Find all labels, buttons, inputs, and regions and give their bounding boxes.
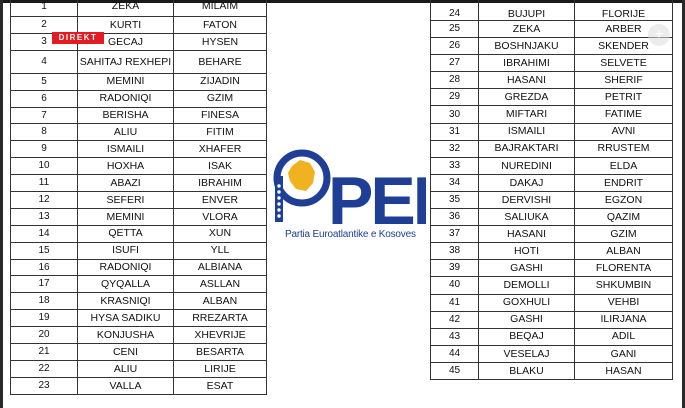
logo-letters: PE: [328, 163, 413, 239]
surname-cell: ISMAILI: [479, 123, 575, 140]
given-name-cell: SHERIF: [575, 72, 673, 89]
given-name-cell: SHKUMBIN: [575, 277, 673, 294]
given-name-cell: EGZON: [575, 191, 673, 208]
row-number: 33: [431, 157, 479, 174]
given-name-cell: VEHBI: [575, 294, 673, 311]
given-name-cell: XHEVRIJE: [174, 327, 267, 344]
table-row: [431, 209, 673, 226]
given-name-cell: ASLLAN: [174, 276, 267, 293]
given-name-cell: HYSEN: [174, 33, 267, 50]
given-name-cell: FATIME: [575, 106, 673, 123]
given-name-cell: ALBAN: [575, 243, 673, 260]
given-name-cell: PETRIT: [575, 89, 673, 106]
row-number: 18: [11, 293, 78, 310]
row-number: 36: [431, 209, 479, 226]
given-name-cell: GZIM: [575, 226, 673, 243]
given-name-cell: FLORIJE: [575, 0, 673, 21]
surname-cell: DAKAJ: [479, 174, 575, 191]
surname-cell: GOXHULI: [479, 294, 575, 311]
live-broadcast-badge: DIREKT: [52, 32, 104, 44]
table-row: [431, 191, 673, 208]
given-name-cell: VLORA: [174, 208, 267, 225]
table-row: [11, 17, 267, 34]
row-number: 35: [431, 191, 479, 208]
table-row: [431, 260, 673, 277]
surname-cell: ABAZI: [78, 175, 174, 192]
surname-cell: ISMAILI: [78, 141, 174, 158]
table-row: [431, 0, 673, 21]
row-number: 12: [11, 192, 78, 209]
table-row: [431, 140, 673, 157]
row-number: 31: [431, 123, 479, 140]
table-row: [431, 72, 673, 89]
left-frame-border: [0, 0, 3, 408]
surname-cell: HOTI: [479, 243, 575, 260]
row-number: 25: [431, 21, 479, 38]
given-name-cell: SKENDER: [575, 38, 673, 55]
given-name-cell: ALBAN: [174, 293, 267, 310]
given-name-cell: XHAFER: [174, 141, 267, 158]
table-row: [431, 21, 673, 38]
row-number: 24: [431, 0, 479, 21]
table-row: [11, 90, 267, 107]
row-number: 9: [11, 141, 78, 158]
table-row: [11, 242, 267, 259]
table-row: [11, 73, 267, 90]
plus-icon: +: [648, 24, 670, 46]
row-number: 45: [431, 362, 479, 379]
table-row: [11, 50, 267, 73]
row-number: 28: [431, 72, 479, 89]
surname-cell: NUREDINI: [479, 157, 575, 174]
row-number: 8: [11, 124, 78, 141]
row-number: 2: [11, 17, 78, 34]
row-number: 26: [431, 38, 479, 55]
given-name-cell: FITIM: [174, 124, 267, 141]
candidate-list-left: [10, 0, 267, 395]
table-row: [431, 89, 673, 106]
given-name-cell: LIRIJE: [174, 360, 267, 377]
surname-cell: GREZDA: [479, 89, 575, 106]
surname-cell: HASANI: [479, 226, 575, 243]
row-number: 19: [11, 310, 78, 327]
surname-cell: MEMINI: [78, 73, 174, 90]
table-row: [431, 328, 673, 345]
given-name-cell: ENDRIT: [575, 174, 673, 191]
given-name-cell: ARBER: [575, 21, 673, 38]
row-number: 44: [431, 345, 479, 362]
given-name-cell: ESAT: [174, 377, 267, 394]
surname-cell: KURTI: [78, 17, 174, 34]
row-number: 38: [431, 243, 479, 260]
table-row: [431, 294, 673, 311]
surname-cell: GASHI: [479, 260, 575, 277]
table-row: [11, 259, 267, 276]
row-number: 22: [11, 360, 78, 377]
surname-cell: ZEKA: [78, 0, 174, 17]
row-number: 4: [11, 50, 78, 73]
logo-tagline: Partia Euroatlantike e Kosoves: [285, 229, 416, 240]
surname-cell: HOXHA: [78, 158, 174, 175]
table-row: [11, 327, 267, 344]
row-number: 13: [11, 208, 78, 225]
surname-cell: RADONIQI: [78, 259, 174, 276]
surname-cell: QETTA: [78, 225, 174, 242]
surname-cell: VESELAJ: [479, 345, 575, 362]
surname-cell: SALIUKA: [479, 209, 575, 226]
surname-cell: MEMINI: [78, 208, 174, 225]
table-row: [11, 208, 267, 225]
table-row: [431, 55, 673, 72]
table-row: [11, 344, 267, 361]
surname-cell: VALLA: [78, 377, 174, 394]
table-row: [11, 33, 267, 50]
surname-cell: GASHI: [479, 311, 575, 328]
surname-cell: BERISHA: [78, 107, 174, 124]
table-row: [431, 106, 673, 123]
surname-cell: HYSA SADIKU: [78, 310, 174, 327]
table-row: [431, 226, 673, 243]
table-row: [431, 157, 673, 174]
given-name-cell: BESARTA: [174, 344, 267, 361]
row-number: 3: [11, 33, 78, 50]
table-row: [431, 362, 673, 379]
row-number: 11: [11, 175, 78, 192]
row-number: 37: [431, 226, 479, 243]
row-number: 30: [431, 106, 479, 123]
row-number: 27: [431, 55, 479, 72]
table-row: [11, 175, 267, 192]
given-name-cell: AVNI: [575, 123, 673, 140]
given-name-cell: RREZARTA: [174, 310, 267, 327]
row-number: 17: [11, 276, 78, 293]
row-number: 15: [11, 242, 78, 259]
surname-cell: MIFTARI: [479, 106, 575, 123]
table-row: [11, 310, 267, 327]
row-number: 5: [11, 73, 78, 90]
surname-cell: BEQAJ: [479, 328, 575, 345]
surname-cell: CENI: [78, 344, 174, 361]
table-row: [11, 124, 267, 141]
table-row: [431, 174, 673, 191]
table-row: [11, 192, 267, 209]
surname-cell: KONJUSHA: [78, 327, 174, 344]
row-number: 6: [11, 90, 78, 107]
table-row: [431, 311, 673, 328]
row-number: 23: [11, 377, 78, 394]
table-row: [431, 123, 673, 140]
row-number: 1: [11, 0, 78, 17]
table-row: [11, 107, 267, 124]
surname-cell: DEMOLLI: [479, 277, 575, 294]
table-row: [11, 158, 267, 175]
surname-cell: BLAKU: [479, 362, 575, 379]
table-row: [431, 38, 673, 55]
surname-cell: ALIU: [78, 360, 174, 377]
surname-cell: GECAJ: [78, 33, 174, 50]
surname-cell: RADONIQI: [78, 90, 174, 107]
table-row: [11, 293, 267, 310]
given-name-cell: IBRAHIM: [174, 175, 267, 192]
row-number: 7: [11, 107, 78, 124]
given-name-cell: ILIRJANA: [575, 311, 673, 328]
row-number: 41: [431, 294, 479, 311]
table-row: [431, 243, 673, 260]
table-row: [11, 377, 267, 394]
surname-cell: KRASNIQI: [78, 293, 174, 310]
row-number: 34: [431, 174, 479, 191]
table-row: [431, 345, 673, 362]
given-name-cell: YLL: [174, 242, 267, 259]
row-number: 10: [11, 158, 78, 175]
table-row: [11, 0, 267, 17]
row-number: 32: [431, 140, 479, 157]
table-row: [11, 225, 267, 242]
row-number: 29: [431, 89, 479, 106]
row-number: 42: [431, 311, 479, 328]
given-name-cell: XUN: [174, 225, 267, 242]
given-name-cell: BEHARE: [174, 50, 267, 73]
given-name-cell: ALBIANA: [174, 259, 267, 276]
given-name-cell: FLORENTA: [575, 260, 673, 277]
given-name-cell: HASAN: [575, 362, 673, 379]
row-number: 14: [11, 225, 78, 242]
given-name-cell: ZIJADIN: [174, 73, 267, 90]
surname-cell: IBRAHIMI: [479, 55, 575, 72]
table-row: [11, 276, 267, 293]
row-number: 21: [11, 344, 78, 361]
given-name-cell: GANI: [575, 345, 673, 362]
row-number: 43: [431, 328, 479, 345]
row-number: 20: [11, 327, 78, 344]
surname-cell: BAJRAKTARI: [479, 140, 575, 157]
table-row: [431, 277, 673, 294]
surname-cell: SAHITAJ REXHEPI: [78, 50, 174, 73]
given-name-cell: FATON: [174, 17, 267, 34]
given-name-cell: ADIL: [575, 328, 673, 345]
row-number: 39: [431, 260, 479, 277]
given-name-cell: RRUSTEM: [575, 140, 673, 157]
table-row: [11, 360, 267, 377]
given-name-cell: SELVETE: [575, 55, 673, 72]
table-row: [11, 141, 267, 158]
given-name-cell: ENVER: [174, 192, 267, 209]
surname-cell: ZEKA: [479, 21, 575, 38]
surname-cell: DERVISHI: [479, 191, 575, 208]
surname-cell: HASANI: [479, 72, 575, 89]
surname-cell: BOSHNJAKU: [479, 38, 575, 55]
given-name-cell: MILAIM: [174, 0, 267, 17]
given-name-cell: ISAK: [174, 158, 267, 175]
surname-cell: BUJUPI: [479, 0, 575, 21]
row-number: 40: [431, 277, 479, 294]
surname-cell: ISUFI: [78, 242, 174, 259]
given-name-cell: QAZIM: [575, 209, 673, 226]
surname-cell: ALIU: [78, 124, 174, 141]
surname-cell: QYQALLA: [78, 276, 174, 293]
candidate-list-right: [430, 0, 673, 380]
surname-cell: SEFERI: [78, 192, 174, 209]
given-name-cell: GZIM: [174, 90, 267, 107]
given-name-cell: ELDA: [575, 157, 673, 174]
given-name-cell: FINESA: [174, 107, 267, 124]
row-number: 16: [11, 259, 78, 276]
